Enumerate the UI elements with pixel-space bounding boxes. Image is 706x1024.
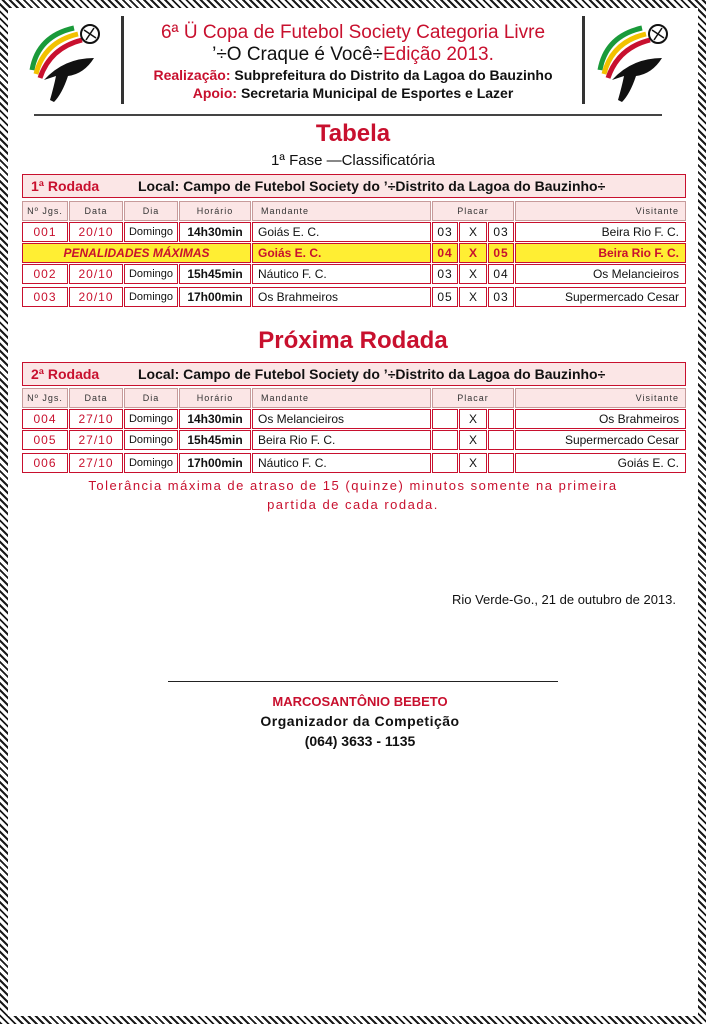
tabela-subtitle: 1ª Fase —Classificatória xyxy=(271,152,435,169)
header-subtitle xyxy=(128,44,578,66)
game-day: Domingo xyxy=(124,287,178,307)
rodada-1-label: 1ª Rodada xyxy=(31,178,100,194)
table-row xyxy=(22,409,686,429)
game-date: 20/10 xyxy=(69,287,123,307)
game-number: 005 xyxy=(22,430,68,450)
away-team: Os Melancieiros xyxy=(515,264,686,284)
game-time: 15h45min xyxy=(179,430,251,450)
home-team: Os Brahmeiros xyxy=(252,287,431,307)
game-number: 006 xyxy=(22,453,68,473)
col-horario: Horário xyxy=(179,201,251,221)
score-separator: X xyxy=(459,453,487,473)
penalties-label: PENALIDADES MÁXIMAS xyxy=(22,243,251,263)
home-score xyxy=(432,430,458,450)
score-separator: X xyxy=(459,222,487,242)
header-rule xyxy=(34,114,662,116)
event-logo-left xyxy=(24,18,116,106)
home-team: Náutico F. C. xyxy=(252,264,431,284)
header-divider-right xyxy=(582,16,585,104)
away-team: Supermercado Cesar xyxy=(515,430,686,450)
home-score: 03 xyxy=(432,264,458,284)
col-dia: Dia xyxy=(124,201,178,221)
game-number: 001 xyxy=(22,222,68,242)
col-visitante: Visitante xyxy=(515,388,686,408)
col-num: Nº Jgs. xyxy=(22,388,68,408)
home-score xyxy=(432,453,458,473)
score-separator: X xyxy=(459,430,487,450)
away-team: Os Brahmeiros xyxy=(515,409,686,429)
game-date: 20/10 xyxy=(69,264,123,284)
away-team: Supermercado Cesar xyxy=(515,287,686,307)
header-divider-left xyxy=(121,16,124,104)
header-edition: Edição 2013. xyxy=(382,44,494,65)
tabela-title: Tabela xyxy=(315,120,391,147)
rodada-1-banner xyxy=(22,174,686,198)
col-num: Nº Jgs. xyxy=(22,201,68,221)
game-time: 17h00min xyxy=(179,287,251,307)
tolerance-note-line2: partida de cada rodada. xyxy=(267,497,439,512)
home-score: 05 xyxy=(432,287,458,307)
game-date: 20/10 xyxy=(69,222,123,242)
game-day: Domingo xyxy=(124,222,178,242)
game-day: Domingo xyxy=(124,264,178,284)
col-visitante: Visitante xyxy=(515,201,686,221)
away-score: 03 xyxy=(488,287,514,307)
game-day: Domingo xyxy=(124,409,178,429)
signature-line xyxy=(168,681,558,682)
header-apoio xyxy=(128,85,578,101)
away-score: 04 xyxy=(488,264,514,284)
col-mandante: Mandante xyxy=(252,388,431,408)
score-separator: X xyxy=(459,264,487,284)
realizacao-value: Subprefeitura do Distrito da Lagoa do Bauzinho xyxy=(234,67,553,83)
away-score xyxy=(488,430,514,450)
home-team: Os Melancieiros xyxy=(252,409,431,429)
table-row xyxy=(22,453,686,473)
header-slogan: ’÷O Craque é Você÷ xyxy=(212,44,383,65)
rodada-1-local: Local: Campo de Futebol Society do ’÷Distrito da Lagoa do Bauzinho÷ xyxy=(138,178,606,194)
event-logo-right xyxy=(592,18,684,106)
game-number: 002 xyxy=(22,264,68,284)
home-team: Beira Rio F. C. xyxy=(252,430,431,450)
home-team: Goiás E. C. xyxy=(252,222,431,242)
penalties-home-team: Goiás E. C. xyxy=(252,243,431,263)
apoio-label: Apoio: xyxy=(192,85,238,101)
home-score: 03 xyxy=(432,222,458,242)
game-time: 15h45min xyxy=(179,264,251,284)
tolerance-note-line1: Tolerância máxima de atraso de 15 (quinze) minutos somente na primeira xyxy=(88,478,618,493)
table-row xyxy=(22,222,686,242)
organizer-role: Organizador da Competição xyxy=(260,713,460,729)
home-team: Náutico F. C. xyxy=(252,453,431,473)
score-separator: X xyxy=(459,409,487,429)
col-data: Data xyxy=(69,201,123,221)
away-score: 03 xyxy=(488,222,514,242)
score-separator: X xyxy=(459,287,487,307)
table-header-row xyxy=(22,201,686,221)
table-row xyxy=(22,430,686,450)
col-dia: Dia xyxy=(124,388,178,408)
rodada-2-local: Local: Campo de Futebol Society do ’÷Distrito da Lagoa do Bauzinho÷ xyxy=(138,366,606,382)
apoio-value: Secretaria Municipal de Esportes e Lazer xyxy=(240,85,514,101)
penalties-away-team: Beira Rio F. C. xyxy=(515,243,686,263)
col-horario: Horário xyxy=(179,388,251,408)
table-header-row xyxy=(22,388,686,408)
col-placar: Placar xyxy=(432,201,514,221)
col-placar: Placar xyxy=(432,388,514,408)
penalties-separator: X xyxy=(459,243,487,263)
penalties-home-score: 04 xyxy=(432,243,458,263)
away-score xyxy=(488,453,514,473)
header-title: 6ª Ü Copa de Futebol Society Categoria Livre xyxy=(160,22,546,43)
rodada-2-banner xyxy=(22,362,686,386)
rodada-2-label: 2ª Rodada xyxy=(31,366,100,382)
away-team: Goiás E. C. xyxy=(515,453,686,473)
penalties-row xyxy=(22,243,686,263)
table-row xyxy=(22,264,686,284)
col-mandante: Mandante xyxy=(252,201,431,221)
game-number: 003 xyxy=(22,287,68,307)
game-time: 14h30min xyxy=(179,222,251,242)
proxima-title: Próxima Rodada xyxy=(258,327,448,354)
place-date: Rio Verde-Go., 21 de outubro de 2013. xyxy=(451,592,676,607)
away-team: Beira Rio F. C. xyxy=(515,222,686,242)
game-time: 17h00min xyxy=(179,453,251,473)
game-date: 27/10 xyxy=(69,430,123,450)
home-score xyxy=(432,409,458,429)
header-realizacao xyxy=(128,67,578,83)
game-date: 27/10 xyxy=(69,453,123,473)
game-time: 14h30min xyxy=(179,409,251,429)
col-data: Data xyxy=(69,388,123,408)
game-day: Domingo xyxy=(124,430,178,450)
penalties-away-score: 05 xyxy=(488,243,514,263)
realizacao-label: Realização: xyxy=(153,67,231,83)
organizer-phone: (064) 3633 - 1135 xyxy=(304,733,416,749)
organizer-name: MARCOSANTÔNIO BEBETO xyxy=(272,694,448,709)
table-row xyxy=(22,287,686,307)
away-score xyxy=(488,409,514,429)
game-number: 004 xyxy=(22,409,68,429)
game-day: Domingo xyxy=(124,453,178,473)
game-date: 27/10 xyxy=(69,409,123,429)
